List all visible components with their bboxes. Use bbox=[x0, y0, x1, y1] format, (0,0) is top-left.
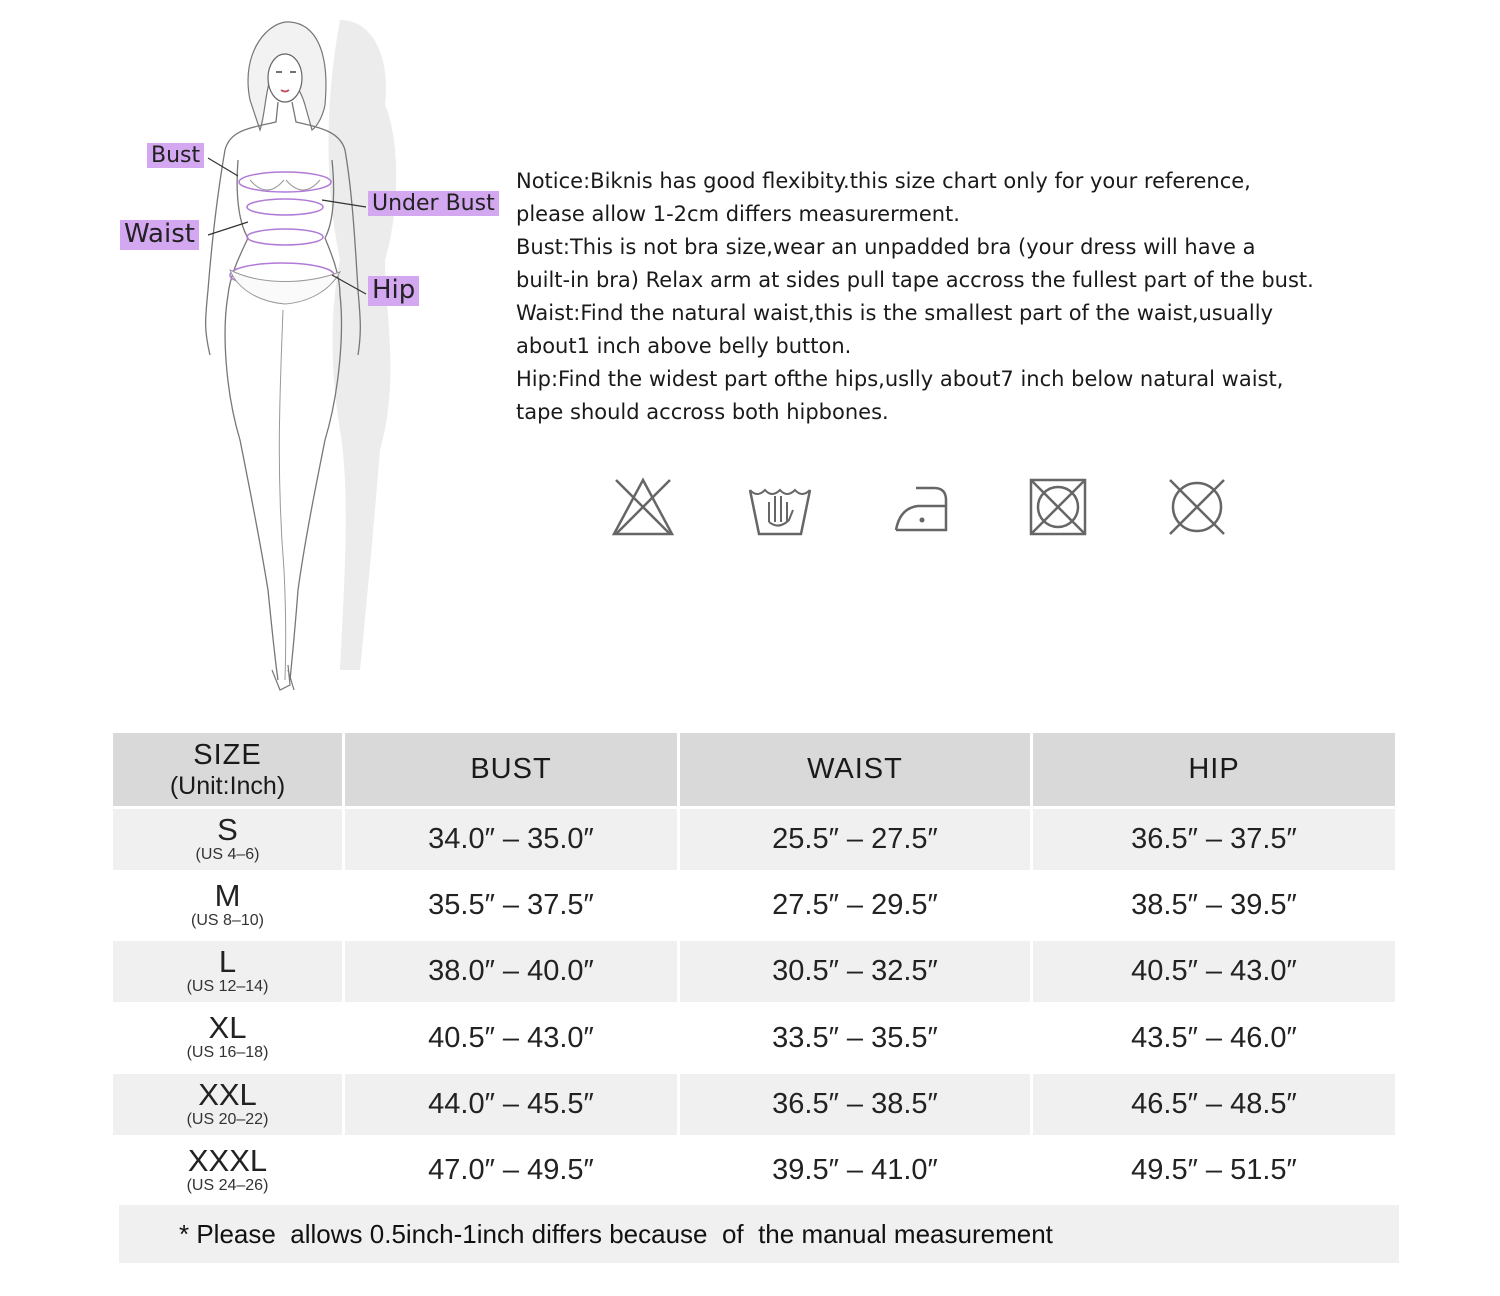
notice-line: tape should accross both hipbones. bbox=[516, 400, 889, 424]
waist-cell: 25.5″ – 27.5″ bbox=[680, 809, 1030, 870]
us-size: (US 16–18) bbox=[186, 1044, 269, 1061]
hip-cell: 43.5″ – 46.0″ bbox=[1131, 1021, 1297, 1054]
us-size: (US 20–22) bbox=[186, 1110, 269, 1128]
table-row bbox=[113, 873, 1395, 938]
us-size: (US 4–6) bbox=[195, 845, 260, 863]
size-cell bbox=[113, 1138, 342, 1203]
table-row bbox=[113, 1074, 1395, 1135]
bust-label: Bust bbox=[147, 143, 204, 168]
bust-cell: 38.0″ – 40.0″ bbox=[345, 941, 677, 1002]
notice-line: about1 inch above belly button. bbox=[516, 334, 852, 358]
waist-cell: 27.5″ – 29.5″ bbox=[772, 889, 938, 921]
size-value: XL bbox=[208, 1010, 247, 1045]
measurement-footnote bbox=[119, 1205, 1399, 1263]
notice-line: Waist:Find the natural waist,this is the smallest part of the waist,usually bbox=[516, 301, 1274, 325]
notice-line: please allow 1-2cm differs measurerment. bbox=[516, 202, 960, 226]
waist-cell: 30.5″ – 32.5″ bbox=[680, 941, 1030, 1002]
hip-cell: 36.5″ – 37.5″ bbox=[1033, 809, 1395, 870]
size-value: L bbox=[218, 943, 237, 979]
hip-cell: 38.5″ – 39.5″ bbox=[1131, 889, 1297, 921]
size-cell bbox=[113, 1005, 342, 1071]
measurement-notice bbox=[516, 165, 1436, 429]
table-header-row bbox=[113, 733, 1395, 806]
footnote-text: * Please allows 0.5inch-1inch differs because of the manual measurement bbox=[179, 1219, 1053, 1249]
size-chart-table bbox=[110, 730, 1398, 1206]
table-row bbox=[113, 941, 1395, 1002]
table-row bbox=[113, 809, 1395, 870]
hip-label: Hip bbox=[368, 276, 419, 306]
waist-cell: 36.5″ – 38.5″ bbox=[680, 1074, 1030, 1135]
body-measurement-figure bbox=[100, 10, 520, 700]
bust-cell: 34.0″ – 35.0″ bbox=[345, 809, 677, 870]
waist-label: Waist bbox=[120, 220, 199, 250]
size-value: S bbox=[217, 811, 238, 847]
size-value: M bbox=[214, 877, 241, 913]
under-bust-label: Under Bust bbox=[368, 191, 499, 216]
size-cell bbox=[113, 809, 342, 870]
hip-cell: 49.5″ – 51.5″ bbox=[1131, 1154, 1297, 1186]
size-cell bbox=[113, 1074, 342, 1135]
size-value: XXL bbox=[198, 1076, 257, 1112]
table-row bbox=[113, 1138, 1395, 1203]
size-column-header bbox=[113, 733, 342, 806]
bust-cell: 44.0″ – 45.5″ bbox=[345, 1074, 677, 1135]
size-header-label: SIZE bbox=[193, 738, 262, 771]
iron-low-icon bbox=[888, 472, 958, 542]
notice-line: Hip:Find the widest part ofthe hips,uslly about7 inch below natural waist, bbox=[516, 367, 1284, 391]
hip-cell: 40.5″ – 43.0″ bbox=[1033, 941, 1395, 1002]
hip-column-header: HIP bbox=[1033, 733, 1395, 806]
us-size: (US 12–14) bbox=[186, 977, 269, 995]
bust-cell: 47.0″ – 49.5″ bbox=[428, 1154, 594, 1186]
do-not-dry-clean-icon bbox=[1162, 472, 1232, 542]
bust-cell: 35.5″ – 37.5″ bbox=[428, 889, 594, 921]
woman-figure-illustration bbox=[100, 10, 520, 700]
size-cell bbox=[113, 941, 342, 1002]
size-value: XXXL bbox=[187, 1142, 268, 1178]
do-not-bleach-icon bbox=[608, 472, 678, 542]
bust-column-header: BUST bbox=[345, 733, 677, 806]
hand-wash-icon bbox=[745, 472, 815, 542]
notice-line: Notice:Biknis has good flexibity.this size chart only for your reference, bbox=[516, 169, 1251, 193]
notice-line: built-in bra) Relax arm at sides pull tape accross the fullest part of the bust. bbox=[516, 268, 1314, 292]
waist-column-header: WAIST bbox=[680, 733, 1030, 806]
size-cell bbox=[113, 873, 342, 938]
do-not-tumble-dry-icon bbox=[1023, 472, 1093, 542]
hip-cell: 46.5″ – 48.5″ bbox=[1033, 1074, 1395, 1135]
waist-cell: 33.5″ – 35.5″ bbox=[772, 1021, 938, 1054]
waist-cell: 39.5″ – 41.0″ bbox=[772, 1154, 938, 1186]
bust-cell: 40.5″ – 43.0″ bbox=[428, 1021, 594, 1054]
notice-line: Bust:This is not bra size,wear an unpadded bra (your dress will have a bbox=[516, 235, 1256, 259]
us-size: (US 24–26) bbox=[186, 1176, 269, 1194]
us-size: (US 8–10) bbox=[191, 911, 264, 929]
table-row bbox=[113, 1005, 1395, 1071]
size-unit-label: (Unit:Inch) bbox=[169, 771, 286, 800]
